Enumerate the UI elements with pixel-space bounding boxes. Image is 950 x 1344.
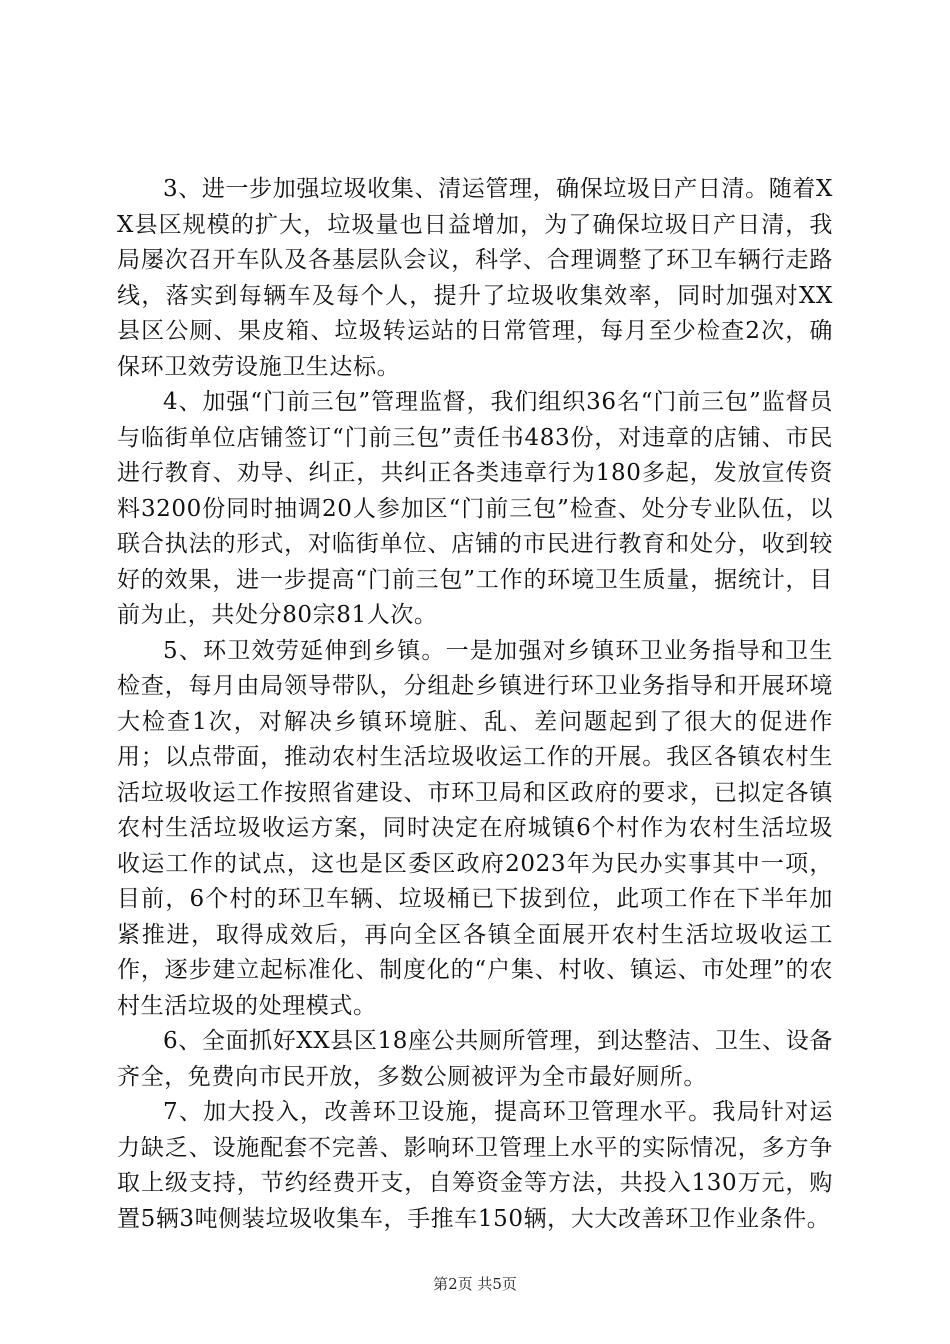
paragraph-item-6: 6、全面抓好XX县区18座公共厕所管理，到达整洁、卫生、设备齐全，免费向市民开放，多数公厕被评为全市最好厕所。 [117, 1028, 833, 1090]
paragraph-item-7: 7、加大投入，改善环卫设施，提高环卫管理水平。我局针对运力缺乏、设施配套不完善、影响环卫管理上水平的实际情况，多方争取上级支持，节约经费开支，自筹资金等方法，共投入130万元，购置5辆3吨侧装垃圾收集车，手推车150辆，大大改善环卫作业条件。 [117, 1099, 833, 1232]
paragraph-item-5: 5、环卫效劳延伸到乡镇。一是加强对乡镇环卫业务指导和卫生检查，每月由局领导带队，分组赴乡镇进行环卫业务指导和开展环境大检查1次，对解决乡镇环境脏、乱、差问题起到了很大的促进作用；以点带面，推动农村生活垃圾收运工作的开展。我区各镇农村生活垃圾收运工作按照省建设、市环卫局和区政府的要求，已拟定各镇农村生活垃圾收运方案，同时决定在府城镇6个村作为农村生活垃圾收运工作的试点，这也是区委区政府2023年为民办实事其中一项，目前，6个村的环卫车辆、垃圾桶已下拔到位，此项工作在下半年加紧推进，取得成效后，再向全区各镇全面展开农村生活垃圾收运工作，逐步建立起标准化、制度化的“户集、村收、镇运、市处理”的农村生活垃圾的处理模式。 [117, 637, 833, 1019]
document-body [117, 172, 833, 1237]
paragraph-item-4: 4、加强“门前三包”管理监督，我们组织36名“门前三包”监督员与临街单位店铺签订“门前三包”责任书483份，对违章的店铺、市民进行教育、劝导、纠正，共纠正各类违章行为180多起，发放宣传资料3200份同时抽调20人参加区“门前三包”检查、处分专业队伍，以联合执法的形式，对临街单位、店铺的市民进行教育和处分，收到较好的效果，进一步提高“门前三包”工作的环境卫生质量，据统计，目前为止，共处分80宗81人次。 [117, 389, 833, 628]
paragraph-item-3: 3、进一步加强垃圾收集、清运管理，确保垃圾日产日清。随着XX县区规模的扩大，垃圾量也日益增加，为了确保垃圾日产日清，我局屡次召开车队及各基层队会议，科学、合理调整了环卫车辆行走路线，落实到每辆车及每个人，提升了垃圾收集效率，同时加强对XX县区公厕、果皮箱、垃圾转运站的日常管理，每月至少检查2次，确保环卫效劳设施卫生达标。 [117, 176, 833, 380]
page-number-footer: 第2页 共5页 [433, 1275, 517, 1293]
